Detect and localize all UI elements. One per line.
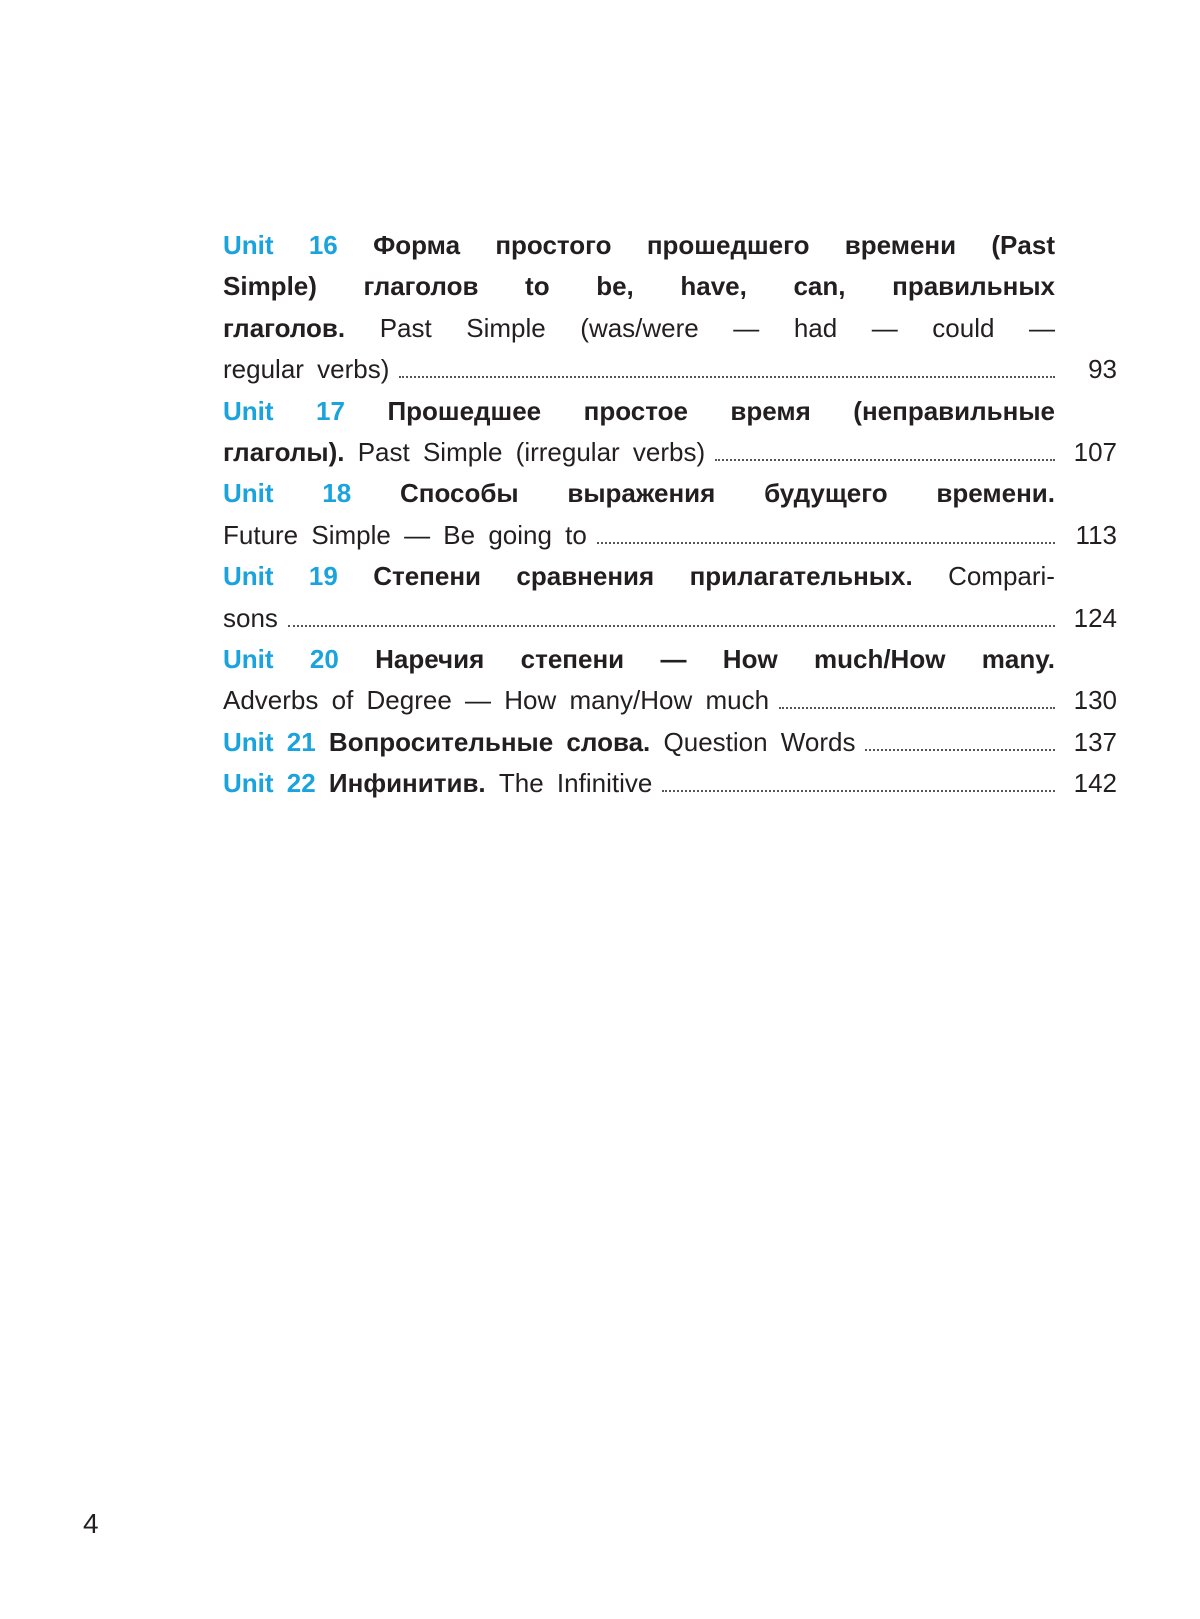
toc-line — [223, 308, 1055, 349]
toc-entry[interactable] — [223, 556, 1117, 639]
toc-line — [223, 722, 1117, 763]
toc-line — [223, 556, 1055, 597]
unit-label: Unit 21 — [223, 726, 316, 757]
dot-leader — [399, 376, 1055, 378]
toc-line-text — [223, 680, 769, 721]
toc-line-text — [223, 432, 705, 473]
page-ref: 142 — [1073, 768, 1117, 799]
title-ru: глаголов. — [223, 312, 346, 343]
dot-leader — [865, 749, 1055, 751]
title-en: Compari- — [948, 561, 1055, 592]
page-ref: 137 — [1073, 726, 1117, 757]
page-ref: 107 — [1073, 436, 1117, 467]
title-ru: Инфинитив. — [328, 768, 486, 799]
unit-label: Unit 17 — [223, 395, 345, 426]
toc-entry[interactable] — [223, 391, 1117, 474]
dot-leader — [288, 625, 1055, 627]
unit-label: Unit 18 — [223, 478, 352, 509]
toc-line-text — [223, 515, 587, 556]
toc-entry[interactable] — [223, 639, 1117, 722]
toc-line-text — [223, 349, 389, 390]
title-en: The Infinitive — [498, 768, 653, 799]
toc-entry[interactable] — [223, 722, 1117, 763]
title-en: Past Simple (was/were — had — could — — [379, 312, 1055, 343]
title-ru: Наречия степени — How much/How many. — [375, 643, 1055, 674]
table-of-contents — [223, 225, 1117, 804]
toc-line — [223, 432, 1117, 473]
toc-line — [223, 639, 1055, 680]
title-en: Question Words — [663, 726, 856, 757]
page-ref: 130 — [1073, 685, 1117, 716]
unit-label: Unit 19 — [223, 561, 338, 592]
title-ru: Форма простого прошедшего времени (Past — [373, 230, 1055, 260]
toc-line — [223, 598, 1117, 639]
unit-label: Unit 22 — [223, 768, 316, 799]
toc-entry[interactable] — [223, 225, 1117, 391]
title-ru: глаголы). — [223, 436, 345, 467]
title-en: regular verbs) — [223, 354, 390, 385]
title-en: sons — [223, 602, 278, 633]
toc-entry[interactable] — [223, 763, 1117, 804]
page-number: 4 — [83, 1508, 99, 1539]
title-ru: Прошедшее простое время (неправильные — [387, 395, 1055, 426]
toc-line — [223, 266, 1055, 307]
title-en: Past Simple (irregular verbs) — [357, 436, 706, 467]
title-ru: Вопросительные слова. — [328, 726, 651, 757]
toc-line-text — [223, 722, 855, 763]
title-en: Future Simple — Be going to — [223, 519, 587, 550]
title-ru: Степени сравнения прилагательных. — [373, 561, 913, 592]
toc-entry[interactable] — [223, 473, 1117, 556]
toc-line — [223, 473, 1055, 514]
unit-label: Unit 16 — [223, 230, 338, 260]
title-ru: Способы выражения будущего времени. — [399, 478, 1055, 509]
page-ref: 124 — [1073, 602, 1117, 633]
toc-line-text — [223, 763, 652, 804]
title-ru: Simple) глаголов to be, have, can, правильных — [223, 271, 1055, 302]
dot-leader — [779, 707, 1055, 709]
toc-line — [223, 391, 1055, 432]
dot-leader — [662, 790, 1055, 792]
page-ref: 113 — [1075, 519, 1117, 550]
toc-line-text — [223, 598, 278, 639]
dot-leader — [597, 542, 1055, 544]
page-ref: 93 — [1088, 354, 1117, 385]
unit-label: Unit 20 — [223, 643, 339, 674]
dot-leader — [715, 459, 1055, 461]
toc-line — [223, 515, 1117, 556]
toc-line — [223, 349, 1117, 390]
toc-line — [223, 763, 1117, 804]
toc-line — [223, 225, 1055, 266]
title-en: Adverbs of Degree — How many/How much — [223, 685, 770, 716]
toc-line — [223, 680, 1117, 721]
